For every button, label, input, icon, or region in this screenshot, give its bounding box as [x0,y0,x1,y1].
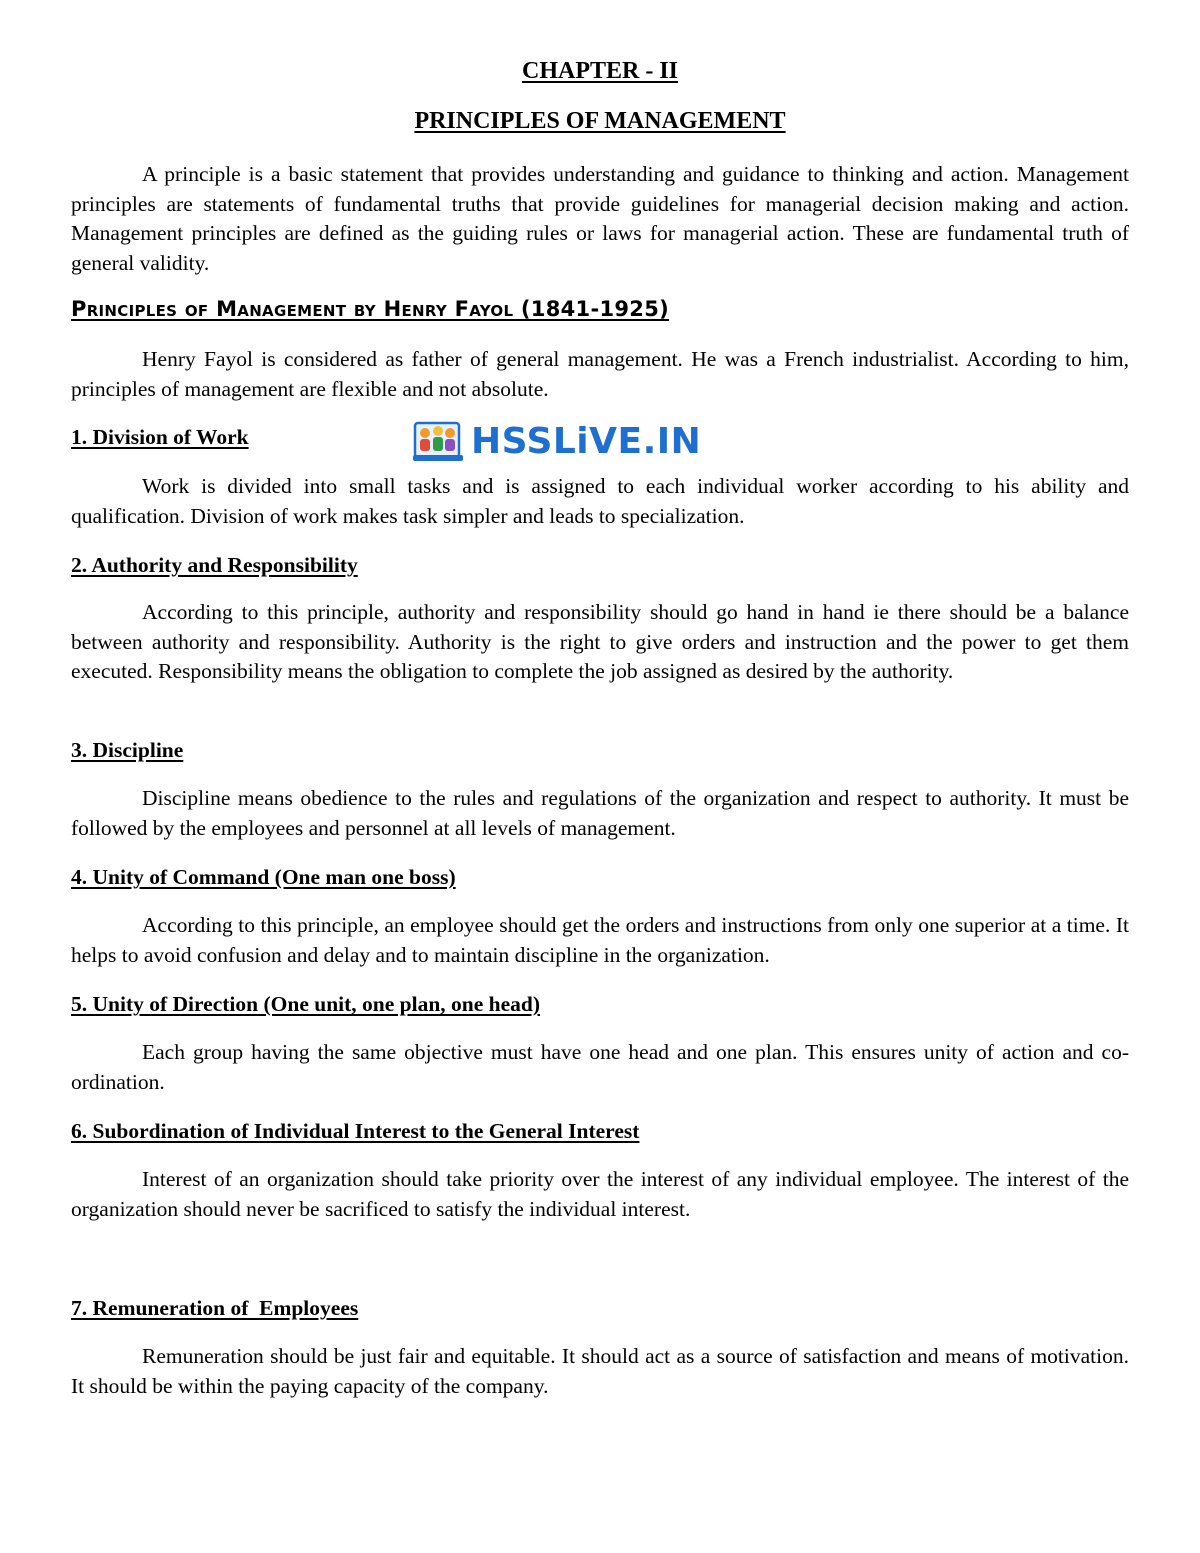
section-heading-unity-of-direction: 5. Unity of Direction (One unit, one plan, one head) [71,992,541,1016]
section-heading-division-of-work: 1. Division of Work [71,425,249,449]
section-heading-authority-responsibility: 2. Authority and Responsibility [71,553,358,577]
people-group-logo-icon [411,417,465,467]
fayol-intro-paragraph: Henry Fayol is considered as father of general management. He was a French industrialist. According to him, principles of management are flexible and not absolute. [71,347,1129,401]
section-heading-unity-of-command: 4. Unity of Command (One man one boss) [71,865,456,889]
watermark-text: HSSLiVE.IN [471,421,702,462]
hsslive-watermark [411,417,701,467]
section-heading-remuneration: 7. Remuneration of Employees [71,1296,359,1320]
section-heading-discipline: 3. Discipline [71,738,184,762]
intro-paragraph: A principle is a basic statement that provides understanding and guidance to thinking and action. Management principles are statements of fundamental truths that provide guidelines for managerial decision making and action. Management principles are defined as the guiding rules or laws for managerial action. These are fundamental truth of general validity. [71,162,1129,275]
section-heading-subordination: 6. Subordination of Individual Interest to the General Interest [71,1119,640,1143]
section-body-division-of-work: Work is divided into small tasks and is assigned to each individual worker according to his ability and qualification. Division of work makes task simpler and leads to specialization. [71,474,1129,528]
fayol-section-heading: Principles of Management by Henry Fayol (1841-1925) [71,297,670,321]
section-body-remuneration: Remuneration should be just fair and equitable. It should act as a source of satisfaction and means of motivation. It should be within the paying capacity of the company. [71,1344,1129,1398]
section-body-unity-of-direction: Each group having the same objective must have one head and one plan. This ensures unity of action and co-ordination. [71,1040,1129,1094]
section-body-unity-of-command: According to this principle, an employee should get the orders and instructions from only one superior at a time. It helps to avoid confusion and delay and to maintain discipline in the organization. [71,913,1129,967]
section-body-authority-responsibility: According to this principle, authority and responsibility should go hand in hand ie there should be a balance between authority and responsibility. Authority is the right to give orders and instruction and the power to get them executed. Responsibility means the obligation to complete the job assigned as desired by the authority. [71,600,1129,683]
chapter-heading: CHAPTER - II [521,58,678,84]
page-title: PRINCIPLES OF MANAGEMENT [414,108,786,134]
section-body-subordination: Interest of an organization should take priority over the interest of any individual employee. The interest of the organization should never be sacrificed to satisfy the individual interest. [71,1167,1129,1221]
section-body-discipline: Discipline means obedience to the rules and regulations of the organization and respect to authority. It must be followed by the employees and personnel at all levels of management. [71,786,1129,840]
